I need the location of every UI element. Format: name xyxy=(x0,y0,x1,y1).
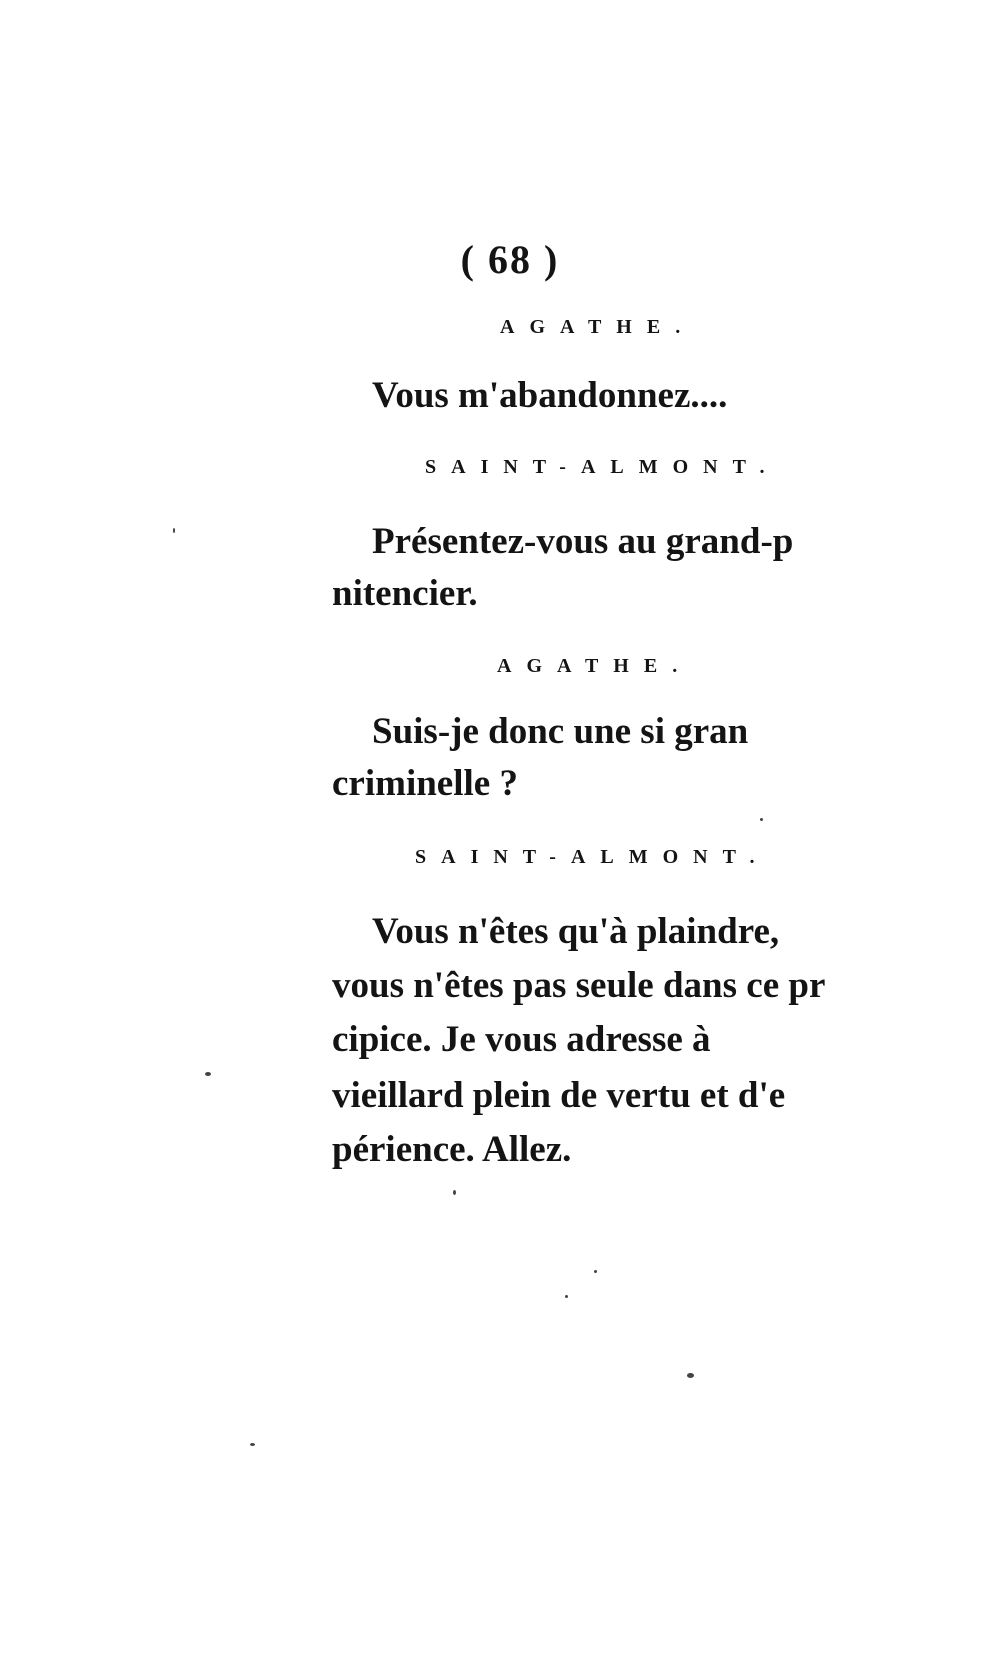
text-column xyxy=(332,0,850,1659)
speaker-name: AGATHE. xyxy=(500,316,696,338)
speech-line: Vous m'abandonnez.... xyxy=(372,375,728,416)
scan-speck xyxy=(760,818,763,821)
speech-line: vieillard plein de vertu et d'e xyxy=(332,1075,786,1116)
speech-line: criminelle ? xyxy=(332,763,518,804)
page-number: ( 68 ) xyxy=(460,237,560,282)
scan-speck xyxy=(687,1373,694,1378)
speech-line: cipice. Je vous adresse à xyxy=(332,1019,711,1060)
speech-line: Suis-je donc une si gran xyxy=(372,711,749,752)
speaker-name: SAINT-ALMONT. xyxy=(415,846,770,868)
speech-line: vous n'êtes pas seule dans ce pr xyxy=(332,965,826,1006)
speech-line: Vous n'êtes qu'à plaindre, xyxy=(372,911,780,952)
speaker-name: AGATHE. xyxy=(497,655,693,677)
speech-line: nitencier. xyxy=(332,573,478,614)
scan-speck xyxy=(565,1295,568,1298)
speech-line: Présentez-vous au grand-p xyxy=(372,521,794,562)
speech-line: périence. Allez. xyxy=(332,1129,572,1170)
scan-speck xyxy=(205,1072,211,1076)
speaker-name: SAINT-ALMONT. xyxy=(425,456,780,478)
scan-speck xyxy=(250,1443,255,1446)
scan-speck xyxy=(594,1270,597,1273)
scan-speck xyxy=(173,528,175,533)
scan-speck xyxy=(453,1190,456,1195)
